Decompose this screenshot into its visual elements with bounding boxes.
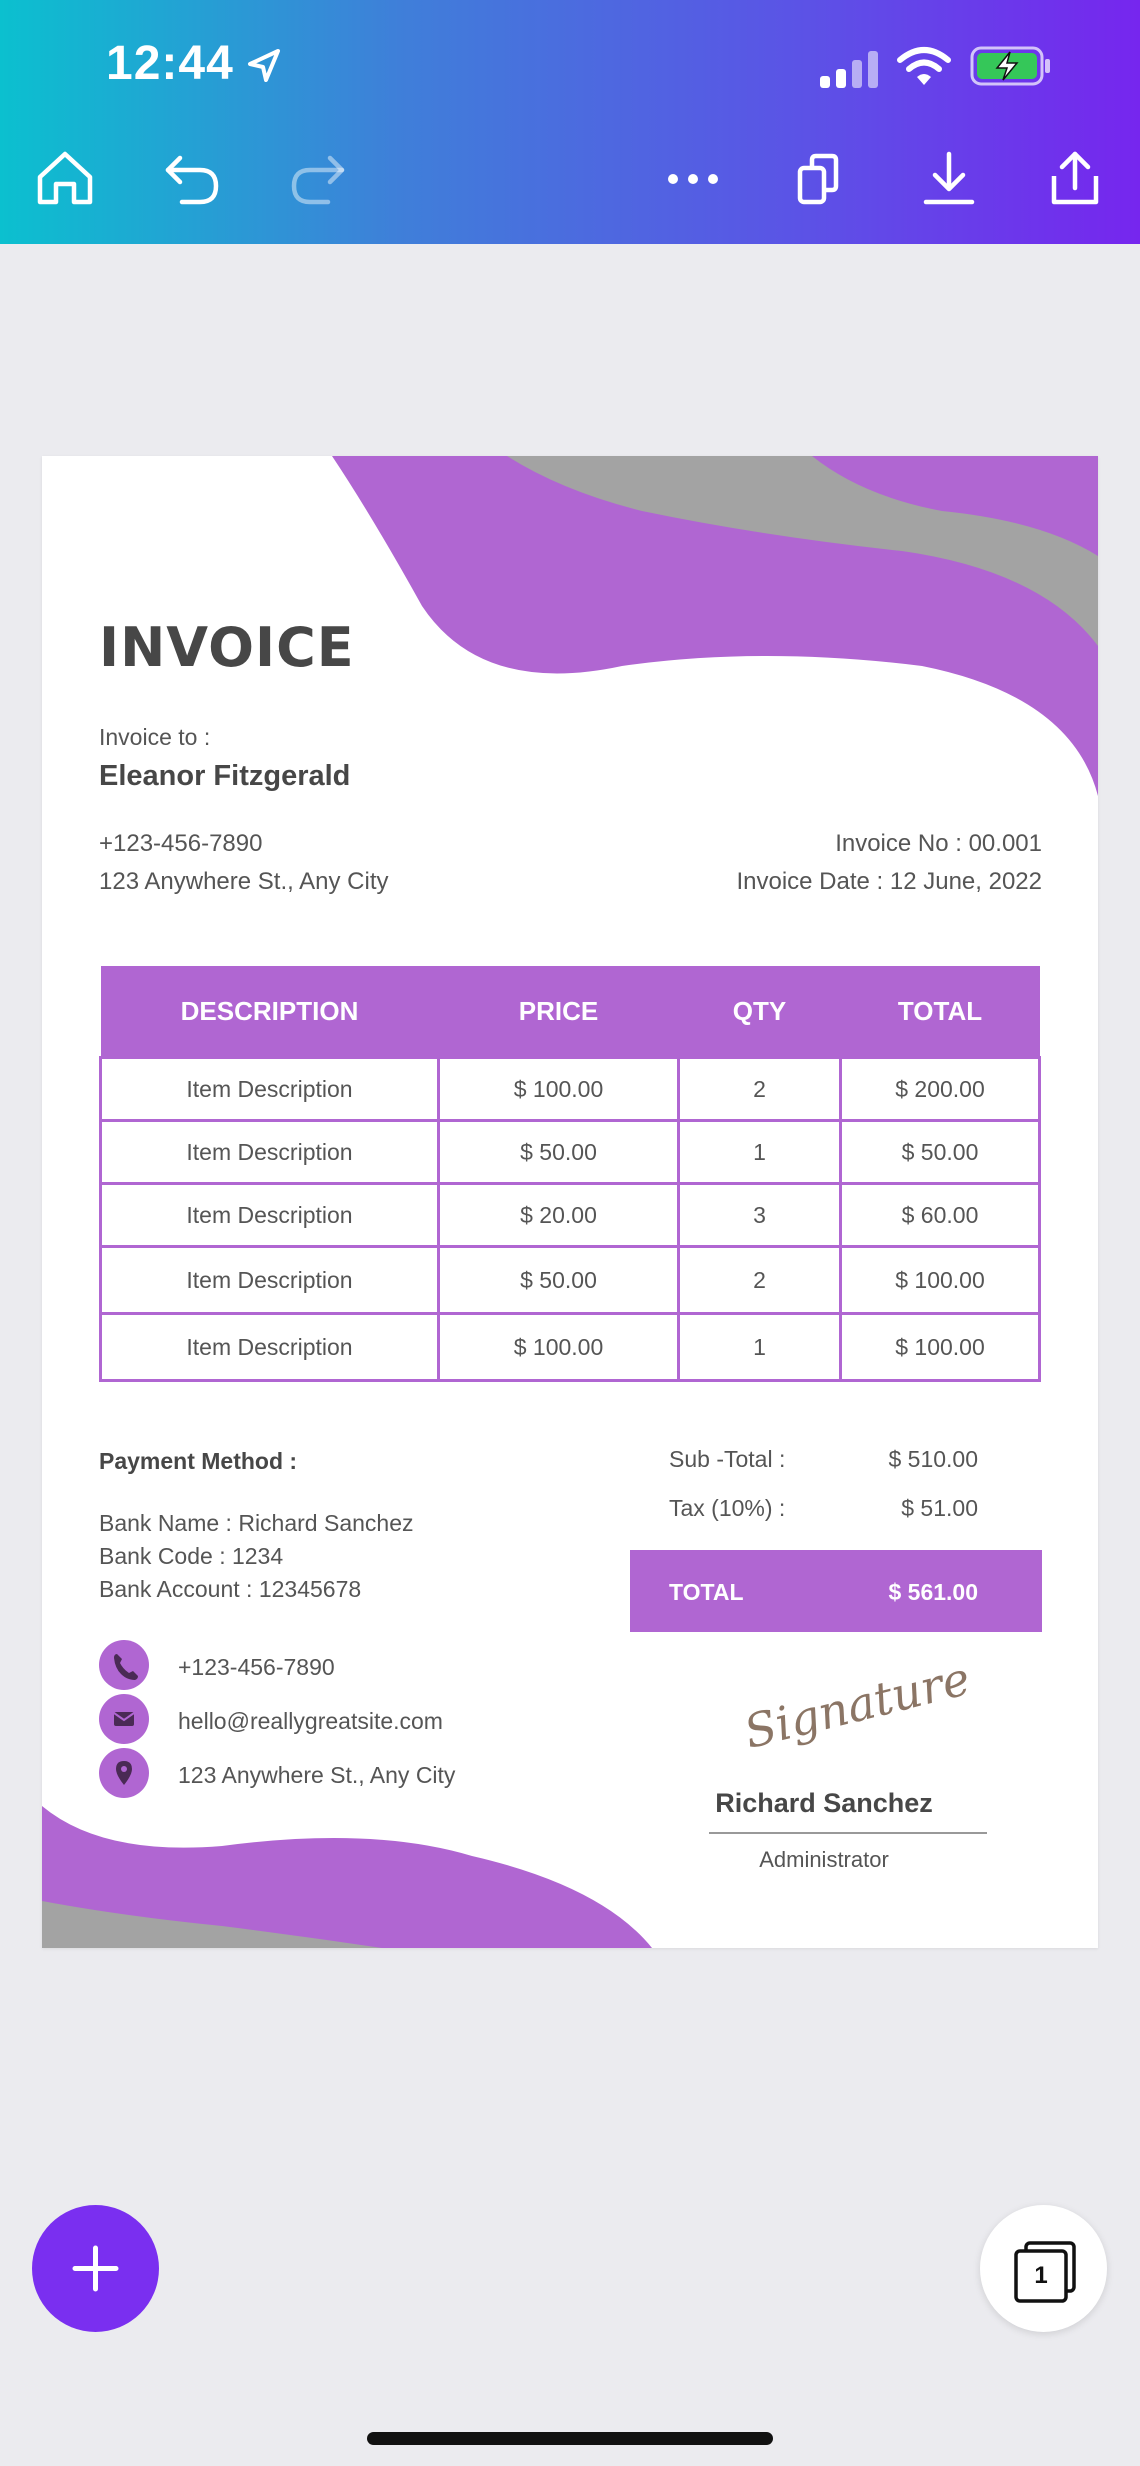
cell-description: Item Description xyxy=(101,1184,439,1247)
cell-description: Item Description xyxy=(101,1314,439,1381)
cell-qty: 2 xyxy=(679,1058,841,1121)
invoice-to-label: Invoice to : xyxy=(99,724,211,750)
cell-description: Item Description xyxy=(101,1247,439,1314)
contact-phone: +123-456-7890 xyxy=(178,1654,335,1680)
table-row xyxy=(101,1121,1040,1184)
cell-description: Item Description xyxy=(101,1121,439,1184)
total-label: TOTAL xyxy=(669,1579,744,1605)
table-row xyxy=(101,1314,1040,1381)
contact-email: hello@reallygreatsite.com xyxy=(178,1708,443,1734)
table-row xyxy=(101,1247,1040,1314)
duplicate-page-icon[interactable] xyxy=(786,144,856,214)
cell-description: Item Description xyxy=(101,1058,439,1121)
cell-price: $ 100.00 xyxy=(439,1314,679,1381)
more-icon[interactable] xyxy=(658,144,728,214)
cell-total: $ 50.00 xyxy=(841,1121,1040,1184)
header-qty: QTY xyxy=(679,966,841,1058)
top-toolbar xyxy=(0,0,1140,244)
phone-icon xyxy=(99,1640,149,1690)
redo-icon xyxy=(282,144,352,214)
table-row xyxy=(101,1058,1040,1121)
cell-price: $ 50.00 xyxy=(439,1247,679,1314)
header-price: PRICE xyxy=(439,966,679,1058)
tax-label: Tax (10%) : xyxy=(669,1495,786,1521)
cell-total: $ 100.00 xyxy=(841,1247,1040,1314)
signer-role: Administrator xyxy=(759,1847,889,1872)
client-name: Eleanor Fitzgerald xyxy=(99,760,351,792)
email-icon xyxy=(99,1694,149,1744)
table-header-row xyxy=(101,966,1040,1058)
battery-charging-icon xyxy=(970,44,1054,88)
total-value: $ 561.00 xyxy=(888,1579,978,1605)
invoice-date: Invoice Date : 12 June, 2022 xyxy=(736,868,1042,895)
items-table xyxy=(99,966,1041,1382)
bank-name: Bank Name : Richard Sanchez xyxy=(99,1510,414,1536)
navigation-arrow-icon xyxy=(244,46,284,86)
invoice-title: INVOICE xyxy=(99,616,355,679)
cell-total: $ 100.00 xyxy=(841,1314,1040,1381)
payment-method-title: Payment Method : xyxy=(99,1448,298,1474)
cell-price: $ 50.00 xyxy=(439,1121,679,1184)
cell-qty: 2 xyxy=(679,1247,841,1314)
subtotal-label: Sub -Total : xyxy=(669,1446,786,1472)
cell-qty: 1 xyxy=(679,1121,841,1184)
cell-total: $ 60.00 xyxy=(841,1184,1040,1247)
client-address: 123 Anywhere St., Any City xyxy=(99,868,389,895)
cell-price: $ 100.00 xyxy=(439,1058,679,1121)
status-time: 12:44 xyxy=(106,37,234,90)
subtotal-value: $ 510.00 xyxy=(888,1446,978,1472)
share-icon[interactable] xyxy=(1040,144,1110,214)
signer-name: Richard Sanchez xyxy=(715,1788,933,1818)
wifi-icon xyxy=(896,44,952,88)
undo-icon[interactable] xyxy=(158,144,228,214)
header-total: TOTAL xyxy=(841,966,1040,1058)
cell-qty: 1 xyxy=(679,1314,841,1381)
add-button[interactable] xyxy=(32,2205,159,2332)
cell-qty: 3 xyxy=(679,1184,841,1247)
bank-account: Bank Account : 12345678 xyxy=(99,1576,362,1602)
location-pin-icon xyxy=(99,1748,149,1798)
home-indicator[interactable] xyxy=(367,2432,773,2445)
signature: Signature xyxy=(738,1650,976,1760)
invoice-number: Invoice No : 00.001 xyxy=(835,830,1042,857)
download-icon[interactable] xyxy=(914,144,984,214)
table-row xyxy=(101,1184,1040,1247)
plus-icon xyxy=(32,2205,159,2332)
signature-line xyxy=(709,1832,987,1834)
header-description: DESCRIPTION xyxy=(101,966,439,1058)
pages-button[interactable] xyxy=(980,2205,1107,2332)
client-phone: +123-456-7890 xyxy=(99,830,263,857)
bank-code: Bank Code : 1234 xyxy=(99,1543,284,1569)
page-count: 1 xyxy=(1034,2262,1048,2289)
cellular-signal-icon xyxy=(820,48,880,88)
tax-value: $ 51.00 xyxy=(901,1495,978,1521)
contact-address: 123 Anywhere St., Any City xyxy=(178,1762,456,1788)
total-bar xyxy=(630,1550,1042,1632)
invoice-page[interactable] xyxy=(42,456,1098,1948)
cell-price: $ 20.00 xyxy=(439,1184,679,1247)
cell-total: $ 200.00 xyxy=(841,1058,1040,1121)
home-icon[interactable] xyxy=(30,144,100,214)
